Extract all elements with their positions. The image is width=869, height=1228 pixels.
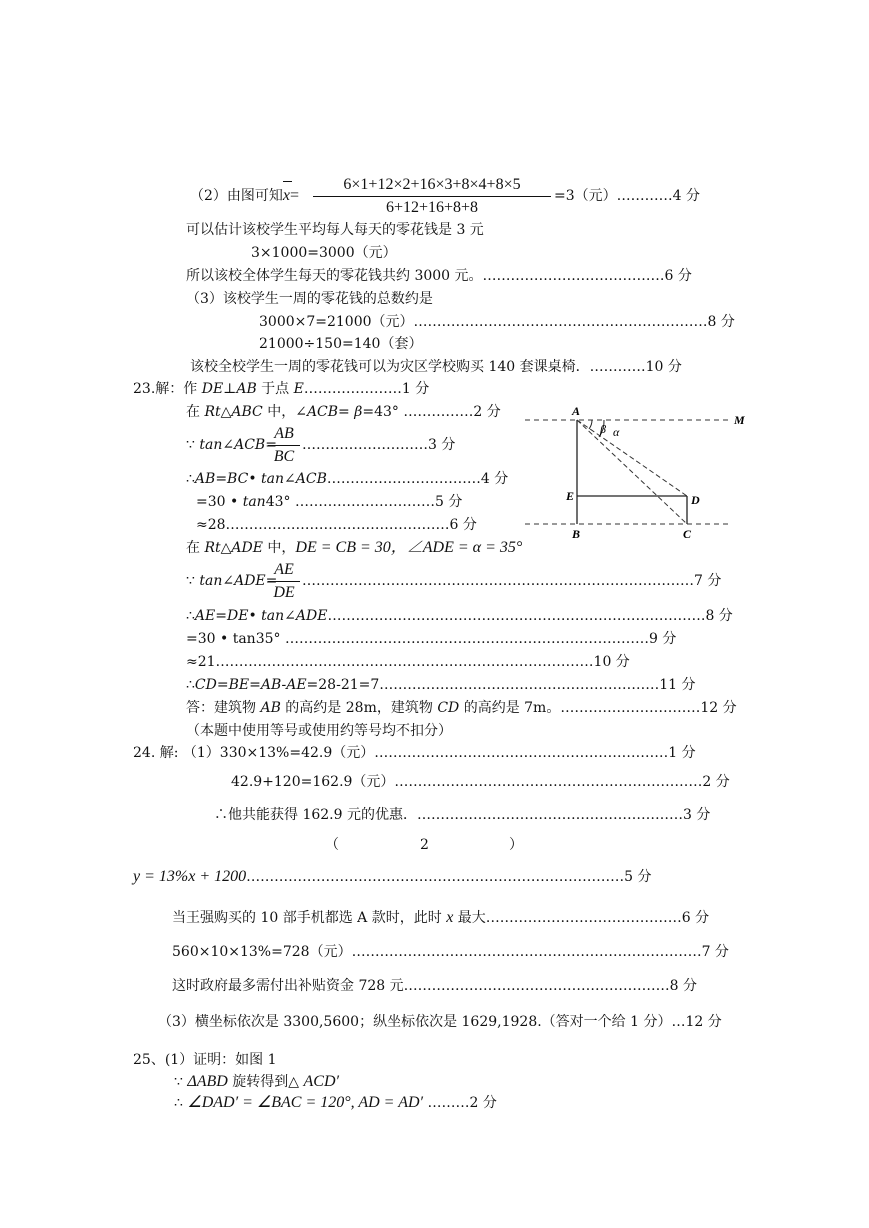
because-symbol-3: ∵ bbox=[174, 1074, 188, 1090]
s22-line2: 可以估计该校学生平均每人每天的零花钱是 3 元 bbox=[186, 222, 484, 238]
dot-operator-2: • bbox=[248, 608, 262, 624]
tan-acb-2: tan∠ACB bbox=[261, 471, 327, 487]
s22-line1-prefix: （2）由图可知 bbox=[190, 188, 283, 204]
s23-line1 bbox=[133, 380, 429, 398]
s23-line13-pre: 答：建筑物 bbox=[186, 700, 261, 716]
s23-line2-mid: 中， bbox=[262, 404, 296, 420]
because-symbol: ∵ bbox=[186, 437, 200, 453]
s24-line4-open: （ bbox=[325, 837, 339, 853]
s22-line6: 3000×7=21000（元）………………………………………………………8 分 bbox=[259, 314, 735, 330]
s23-line1-pre: 23.解：作 bbox=[133, 381, 202, 397]
fraction-ab-bc bbox=[268, 425, 300, 466]
fraction-bc: BC bbox=[273, 448, 295, 465]
s23-line8 bbox=[186, 572, 277, 590]
s23-line13 bbox=[186, 699, 737, 717]
ae-eq-de: AE=DE bbox=[194, 608, 249, 624]
point-e: E bbox=[293, 381, 304, 397]
s25-line3-score: ………2 分 bbox=[423, 1095, 497, 1111]
s24-line4-close: ） bbox=[509, 837, 523, 853]
ab-eq-bc: AB=BC bbox=[194, 471, 249, 487]
fraction-de: DE bbox=[273, 584, 295, 601]
dot-operator: • bbox=[248, 471, 262, 487]
building-cd: CD bbox=[437, 700, 460, 716]
angle-arc-beta bbox=[589, 420, 592, 429]
s22-line4: 所以该校全体学生每天的零花钱共约 3000 元。…………………………………6 分 bbox=[186, 268, 692, 284]
de-cb-angle-formula: DE = CB = 30，∠ADE = α = 35° bbox=[295, 539, 523, 556]
equals-sign: = bbox=[290, 187, 300, 204]
tan-ade: tan∠ADE= bbox=[199, 573, 278, 589]
angle-acb: ∠ACB= β bbox=[295, 404, 363, 420]
s24-line5-score: ………………………………………………………………………5 分 bbox=[246, 869, 652, 885]
fraction-ae: AE bbox=[268, 561, 300, 582]
line-ad bbox=[577, 420, 687, 496]
s23-line1-score: …………………1 分 bbox=[303, 381, 430, 397]
x-bar-symbol: x bbox=[282, 187, 291, 204]
because-symbol-2: ∵ bbox=[186, 573, 200, 589]
label-beta: β bbox=[600, 422, 606, 436]
s23-line13-mid: 的高约是 28m，建筑物 bbox=[280, 700, 438, 716]
label-a: A bbox=[572, 404, 581, 418]
s23-line1-mid: 于点 bbox=[256, 381, 294, 397]
s23-line14: （本题中使用等号或使用约等号均不扣分） bbox=[186, 723, 452, 739]
therefore-symbol-4: ∴ bbox=[174, 1095, 188, 1111]
s22-line1 bbox=[190, 187, 299, 205]
fraction-ae-de bbox=[268, 561, 300, 602]
s23-line5-score: 43° …………………………5 分 bbox=[265, 494, 463, 510]
s24-line9: （3）横坐标依次是 3300,5600；纵坐标依次是 1629,1928.（答对一个给 1 分）…12 分 bbox=[158, 1014, 722, 1030]
s24-line8: 这时政府最多需付出补贴资金 728 元…………………………………………………8 分 bbox=[172, 978, 697, 994]
mean-fraction bbox=[313, 176, 551, 217]
label-c: C bbox=[683, 527, 692, 541]
tan-ade-2: tan∠ADE bbox=[261, 608, 328, 624]
s24-line4-num: 2 bbox=[420, 837, 429, 853]
s24-line1: 24. 解: （1）330×13%=42.9（元）………………………………………………………1 分 bbox=[133, 745, 696, 761]
fraction-numerator: 6×1+12×2+16×3+8×4+8×5 bbox=[313, 176, 551, 197]
s23-line12-score: =28-21=7……………………………………………………11 分 bbox=[306, 677, 696, 693]
s24-line6-pre: 当王强购买的 10 部手机都选 A 款时，此时 bbox=[172, 910, 447, 926]
x-bar bbox=[283, 187, 290, 204]
s25-line2 bbox=[174, 1073, 339, 1091]
s24-line6 bbox=[172, 909, 709, 927]
label-m: M bbox=[734, 413, 745, 427]
s24-line6-score: 最大……………………………………6 分 bbox=[453, 910, 710, 926]
label-e: E bbox=[566, 489, 575, 503]
s23-line8-score: …………………………………………………………………………7 分 bbox=[302, 573, 722, 589]
label-d: D bbox=[691, 493, 700, 507]
s22-line8: 该校全校学生一周的零花钱可以为灾区学校购买 140 套课桌椅．…………10 分 bbox=[190, 359, 682, 375]
s23-line11: ≈21………………………………………………………………………10 分 bbox=[186, 654, 630, 670]
s23-line4 bbox=[186, 470, 508, 488]
s23-line7 bbox=[186, 539, 522, 557]
s25-line1: 25、(1）证明：如图 1 bbox=[133, 1052, 277, 1068]
triangle-ade: Rt△ADE bbox=[204, 540, 263, 556]
label-b: B bbox=[572, 527, 581, 541]
s24-line3: ∴他共能获得 162.9 元的优惠．…………………………………………………3 分 bbox=[214, 807, 711, 823]
s23-line5 bbox=[196, 493, 462, 511]
tan-acb: tan∠ACB= bbox=[199, 437, 277, 453]
s23-line2-score: =43° ……………2 分 bbox=[362, 404, 501, 420]
s24-line5 bbox=[133, 868, 651, 886]
s22-line3: 3×1000=3000（元） bbox=[251, 245, 397, 261]
s23-line3-score: ………………………3 分 bbox=[302, 437, 456, 453]
label-alpha: α bbox=[613, 425, 620, 439]
triangle-abd: ΔABD bbox=[187, 1073, 228, 1090]
s23-line13-score: 的高约是 7m。…………………………12 分 bbox=[459, 700, 737, 716]
s25-line2-mid: 旋转得到△ bbox=[227, 1074, 304, 1090]
fraction-denominator: 6+12+16+8+8 bbox=[385, 199, 479, 216]
building-ab: AB bbox=[260, 700, 281, 716]
s23-line7-pre: 在 bbox=[186, 540, 205, 556]
y-formula: y = 13%x + 1200 bbox=[133, 868, 247, 885]
fraction-ab: AB bbox=[268, 425, 300, 446]
s24-line7: 560×10×13%=728（元）…………………………………………………………………7 分 bbox=[172, 944, 729, 960]
s23-line12 bbox=[186, 676, 696, 694]
de-perp-ab: DE⊥AB bbox=[201, 381, 257, 397]
s25-line3 bbox=[174, 1094, 497, 1112]
s23-line2 bbox=[186, 403, 501, 421]
triangle-acd-prime: ACD′ bbox=[303, 1073, 340, 1090]
therefore-symbol: ∴ bbox=[186, 471, 195, 487]
s22-line5: （3）该校学生一周的零花钱的总数约是 bbox=[186, 291, 433, 307]
therefore-symbol-2: ∴ bbox=[186, 608, 195, 624]
s23-line10: =30 • tan35° ……………………………………………………………………9 分 bbox=[186, 631, 677, 647]
angle-dad-formula: ∠DAD′ = ∠BAC = 120°, AD = AD′ bbox=[187, 1094, 424, 1111]
tan-word: tan bbox=[242, 494, 266, 510]
geometry-figure bbox=[520, 400, 760, 545]
var-x: x bbox=[446, 909, 454, 926]
s23-line7-mid: 中， bbox=[262, 540, 296, 556]
s22-line7: 21000÷150=140（套） bbox=[259, 336, 423, 352]
s23-line6: ≈28…………………………………………6 分 bbox=[196, 517, 477, 533]
s23-line4-score: ……………………………4 分 bbox=[326, 471, 509, 487]
line-ac bbox=[577, 420, 687, 524]
cd-be-formula: CD=BE=AB-AE bbox=[194, 677, 307, 693]
s23-line2-pre: 在 bbox=[186, 404, 205, 420]
s23-line3 bbox=[186, 436, 277, 454]
s23-line9-score: ………………………………………………………………………8 分 bbox=[327, 608, 733, 624]
s24-line2: 42.9+120=162.9（元）…………………………………………………………2 分 bbox=[231, 774, 730, 790]
s22-line1-result: =3（元）…………4 分 bbox=[554, 188, 700, 204]
therefore-symbol-3: ∴ bbox=[186, 677, 195, 693]
triangle-abc: Rt△ABC bbox=[204, 404, 263, 420]
s23-line9 bbox=[186, 607, 733, 625]
s23-line5-pre: =30 • bbox=[196, 494, 243, 510]
